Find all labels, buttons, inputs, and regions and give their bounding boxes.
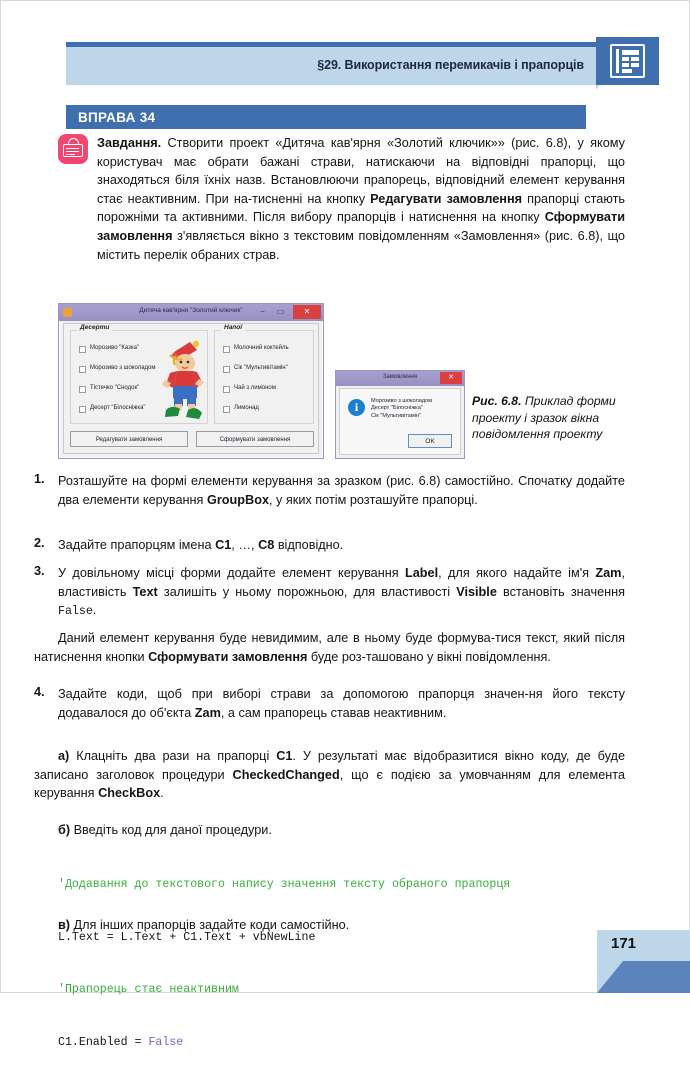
icon-cell [631,57,639,61]
step-3-text [58,564,625,622]
step-3-text-5: встановіть значення [496,584,626,599]
groupbox-desserts-label: Десерти [77,324,112,331]
step-1-number: 1. [34,472,45,486]
step-1-bold-1: GroupBox [206,492,269,507]
checkbox-c3[interactable] [79,386,86,393]
icon-cell [622,57,629,61]
substep-b [58,821,625,840]
icon-cell [622,63,629,67]
note-paragraph [34,629,625,666]
step-3-bold-1: Label [404,566,439,580]
page-footer [597,930,690,993]
book-table-icon [610,44,645,78]
icon-cell [622,69,632,73]
form-client-area [63,323,319,454]
checkbox-c2[interactable] [79,366,86,373]
step-2-bold-2: C8 [258,538,275,552]
substep-a-bold-1: C1 [276,749,293,763]
groupbox-drinks-label: Напої [221,324,245,331]
dialog-client-area [339,388,461,455]
step-3-text-2: , для якого надайте ім'я [438,566,596,580]
code-line-2-prefix: C1.Enabled = [58,1035,149,1049]
substep-a [34,747,625,803]
step-3-text-1: У довільному місці форми додайте елемент керування [58,566,405,580]
icon-keyboard-body [63,144,83,157]
task-paragraph [97,134,625,264]
step-4-number: 4. [34,685,45,699]
step-2-text [58,536,625,555]
substep-v-text: Для інших прапорців задайте коди самостійно. [70,918,350,932]
note-bold-1: Сформувати замовлення [148,649,308,664]
step-3-bold-3: Text [132,584,158,599]
substep-b-label: б) [58,823,71,837]
figure-caption-number: Рис. 6.8. [472,394,522,408]
checkbox-c5-label: Молочний коктейль [234,345,289,351]
dialog-line: Морозиво з шоколадом [371,398,433,404]
step-1-text-2: , у яких потім розташуйте прапорці. [269,492,478,507]
minimize-button[interactable]: − [260,307,265,316]
running-header [66,42,626,85]
substep-a-text-3: , що є подією за умовчанням для елемента керування [34,767,625,801]
substep-v [58,916,625,935]
checkbox-c5[interactable] [223,346,230,353]
checkbox-c1[interactable] [79,346,86,353]
checkbox-c6-label: Сік "Мультивітамін" [234,365,288,371]
step-2-text-2: , …, [231,538,259,552]
checkbox-c4[interactable] [79,406,86,413]
substep-a-text-2: . У результаті має відобразитися вікно коду, де буде записано заголовок процедури [34,749,626,782]
dialog-ok-button[interactable]: OK [408,434,452,448]
checkbox-c1-label: Морозиво "Казка" [90,345,140,351]
task-bold-2: Сформувати замовлення [97,210,625,243]
form-screenshot-window [58,303,324,459]
figure-caption-text: Приклад форми проекту і зразок вікна повідомлення проекту [472,394,616,442]
task-label: Завдання. [97,136,162,150]
exercise-banner [66,105,586,129]
code-line-1: L.Text = L.Text + C1.Text + vbNewLine [58,930,316,944]
note-text-2: буде роз-ташовано у вікні повідомлення. [307,649,551,664]
note-text-1: Даний елемент керування буде невидимим, але в ньому буде формува-тися текст, який після натиснення кнопки [34,631,625,664]
header-bar [66,42,596,85]
dialog-title-text: Замовлення [382,374,418,380]
footer-notch [597,961,623,993]
dialog-line: Десерт "Білосніжка" [371,405,423,412]
step-3-number: 3. [34,564,45,578]
header-icon-container [596,37,659,85]
edit-order-button[interactable]: Редагувати замовлення [70,431,188,447]
step-4-text-2: , а сам прапорець ставав неактивним. [220,705,447,720]
dialog-close-button[interactable]: ✕ [440,372,462,384]
substep-a-text-4: . [160,786,164,801]
form-title-text: Дитяча кав'ярня "Золотий ключик" [139,307,243,314]
close-button[interactable]: ✕ [293,305,321,319]
task-text-1: Створити проект «Дитяча кав'ярня «Золотий ключик»» (рис. 6.8), у якому користувач має обрати бажані страви, натискаючи на відповідні прапорці, що знаходяться біля їхніх назв. Встановлюючи прапорець, відповідний елемент керування стає неактивним. При на-тисненні на кнопку [97,136,625,206]
step-4-bold-1: Zam [194,705,221,720]
mascot-illustration [152,336,212,424]
create-order-button[interactable]: Сформувати замовлення [196,431,314,447]
keyboard-icon [58,134,88,164]
checkbox-c2-label: Морозиво з шоколадом [90,365,156,371]
checkbox-c7-label: Чай з лимоном [234,385,276,391]
substep-b-text: Введіть код для даної процедури. [70,823,272,837]
dialog-line: Сік "Мультивітамін" [371,412,422,419]
step-2-number: 2. [34,536,45,550]
section-title: §29. Використання перемикачів і прапорців [317,58,584,72]
checkbox-c6[interactable] [223,366,230,373]
step-3-text-6: . [92,603,97,618]
code-line-comment-1: 'Додавання до текстового напису значення тексту обраного прапорця [58,878,511,891]
icon-key-row [66,148,79,150]
step-2-bold-1: C1 [215,538,232,552]
icon-key-row [66,154,75,156]
task-text-3: з'являється вікно з текстовим повідомленням «Замовлення» (рис. 6.8), що містить перелік обраних страв. [97,228,625,262]
step-3-mono-1: False [58,605,93,619]
substep-a-bold-3: CheckBox [98,786,161,801]
step-2-text-1: Задайте прапорцям імена [58,538,216,552]
step-3-text-3: , властивість [58,566,625,599]
step-4-text [58,685,625,722]
substep-a-label: а) [58,749,70,763]
checkbox-c4-label: Десерт "Білосніжка" [90,405,146,411]
substep-a-bold-2: CheckedChanged [232,767,340,782]
dialog-title-bar [336,371,464,386]
step-3-bold-2: Zam [595,566,622,580]
checkbox-c8-label: Лимонад [234,405,259,411]
dialog-message-lines [371,398,432,420]
info-icon: i [348,399,365,416]
step-2-text-3: відповідно. [274,538,344,552]
step-1-text [58,472,625,509]
exercise-label: ВПРАВА 34 [78,110,156,125]
checkbox-c3-label: Тістечко "Снодок" [90,385,140,391]
code-line-comment-2: 'Прапорець стає неактивним [58,983,239,996]
checkbox-c7[interactable] [223,386,230,393]
step-4-text-1: Задайте коди, щоб при виборі страви за допомогою прапорця значен-ня його тексту додавалося до об'єкта [58,687,625,720]
form-title-bar [59,304,323,321]
icon-cell [631,63,639,67]
step-1-text-1: Розташуйте на формі елементи керування за зразком (рис. 6.8) самостійно. Спочатку додайте два елементи керування [58,474,625,507]
substep-a-text-1: Клацніть два рази на прапорці [69,749,277,763]
code-block [58,841,510,1086]
step-3-bold-4: Visible [456,584,497,599]
task-text-2: прапорці стають порожніми та активними. Після вибору прапорців і натиснення на кнопку [97,191,625,225]
substep-v-label: в) [58,918,71,932]
task-bold-1: Редагувати замовлення [370,191,523,206]
page-number: 171 [611,935,637,952]
icon-key-row [66,151,79,153]
icon-cell [622,50,639,55]
figure-caption [472,393,632,443]
maximize-button[interactable]: ▭ [276,307,285,316]
icon-spine [616,49,619,73]
step-3-text-4: залишіть у ньому порожньою, для властивості [157,584,457,599]
message-dialog-window [335,370,465,459]
groupbox-drinks [214,324,314,424]
code-line-2 [58,1034,510,1052]
code-line-2-keyword: False [148,1035,184,1049]
checkbox-c8[interactable] [223,406,230,413]
